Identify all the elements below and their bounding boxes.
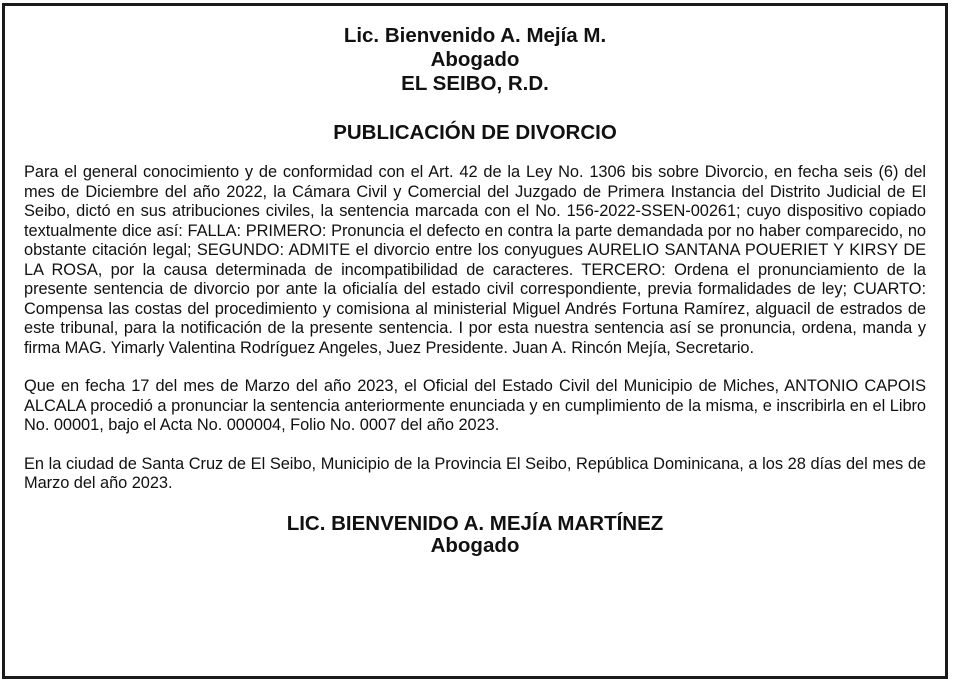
lawyer-role: Abogado — [430, 48, 520, 71]
paragraph-registration: Que en fecha 17 del mes de Marzo del año 2023, el Oficial del Estado Civil del Municipio de Miches, ANTONIO CAPOIS ALCALA procedió a pronunciar la sentencia anteriormente enunciada y en cumplimiento de la misma, e inscribirla en el Libro No. 00001, bajo el Acta No. 000004, Folio No. 0007 del año 2023. — [24, 377, 926, 434]
document-title: PUBLICACIÓN DE DIVORCIO — [333, 121, 617, 144]
lawyer-location: EL SEIBO, R.D. — [401, 72, 549, 95]
paragraph-sentence: Para el general conocimiento y de conformidad con el Art. 42 de la Ley No. 1306 bis sobre Divorcio, en fecha seis (6) del mes de Diciembre del año 2022, la Cámara Civil y Comercial del Juzgado de Primera Instancia del Distrito Judicial de El Seibo, dictó en sus atribuciones civiles, la sentencia marcada con el No. 156-2022-SSEN-00261; cuyo dispositivo copiado textualmente dice así: FALLA: PRIMERO: Pronuncia el defecto en contra la parte demandada por no haber comparecido, no obstante citación legal; SEGUNDO: ADMITE el divorcio entre los conyugues AURELIO SANTANA POUERIET Y KIRSY DE LA ROSA, por la causa determinada de incompatibilidad de caracteres. TERCERO: Ordena el pronunciamiento de la presente sentencia de divorcio por ante la oficialía del estado civil correspondiente, previa formalidades de ley; CUARTO: Compensa las costas del procedimiento y comisiona al ministerial Miguel Andrés Fortuna Ramírez, alguacil de estrados de este tribunal, para la notificación de la presente sentencia. I por esta nuestra sentencia así se pronuncia, ordena, manda y firma MAG. Yimarly Valentina Rodríguez Angeles, Juez Presidente. Juan A. Rincón Mejía, Secretario. — [24, 163, 926, 357]
notice-content — [24, 24, 926, 557]
header-block — [24, 24, 926, 96]
signer-role: Abogado — [430, 533, 520, 557]
lawyer-name: Lic. Bienvenido A. Mejía M. — [343, 24, 607, 47]
signature-block — [24, 513, 926, 557]
paragraph-place-date: En la ciudad de Santa Cruz de El Seibo, Municipio de la Provincia El Seibo, República Dominicana, a los 28 días del mes de Marzo del año 2023. — [24, 454, 926, 492]
signer-name: LIC. BIENVENIDO A. MEJÍA MARTÍNEZ — [286, 511, 664, 535]
notice-frame — [2, 3, 948, 679]
